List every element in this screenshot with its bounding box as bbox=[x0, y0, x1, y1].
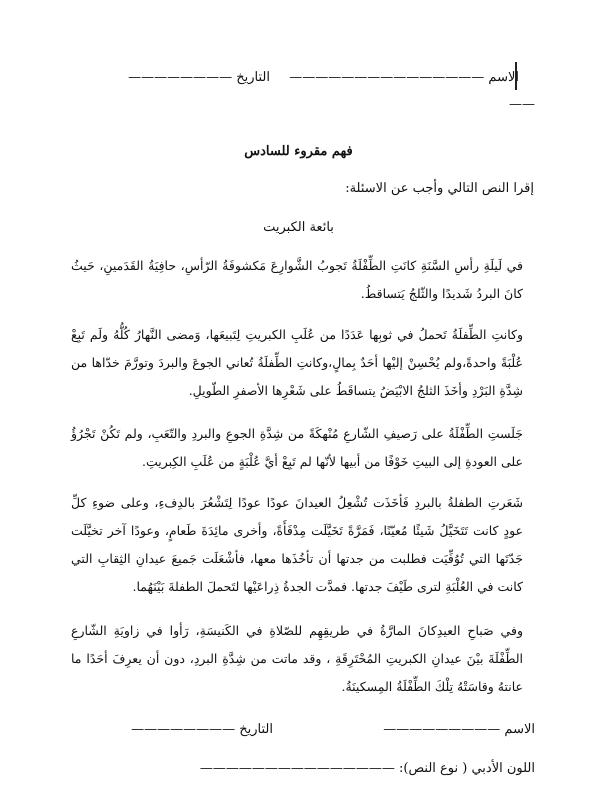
footer-name-label: الاسم bbox=[504, 722, 535, 737]
story-title: بائعة الكبريت bbox=[263, 220, 334, 235]
paragraph-4: شَعَرتِ الطفلةُ بالبردِ فَأخَذَت تُشْعِلُ العيدانَ عودًا عودًا لِتَشْعُرَ بالدِفءِ، وعلى ضوءِ كلِّ عودٍ كانت تَتَخَيَّلُ شَيئًا مُعيّنًا، فَمَرَّةً تَخَيَّلَت مِدْفَأَةً، وأخرى مائِدَةَ طَعامٍ، وعودًا آخر تخيَّلَت جَدّتَها التي تُوُفِّيَت فطلبت من جدتها أن تأخُذَها معها، فأشْعَلَت جَميعَ عيدانِ الثِقابِ التي كانت في العُلْبَةِ لترى طَيْفَ جدتها. فمدَّت الجدةُ ذِراعَيْها لتَحملَ الطفلةَ بَيْنَهُما. bbox=[71, 495, 523, 594]
footer-genre-row bbox=[200, 761, 535, 776]
genre-label: اللون الأدبي ( نوع النص): bbox=[399, 761, 535, 776]
name-field[interactable]: ——————————————— bbox=[289, 70, 485, 85]
genre-field[interactable]: ——————————————— bbox=[199, 761, 395, 776]
footer-name-field[interactable]: ————————— bbox=[383, 722, 501, 737]
footer-name-row bbox=[383, 722, 535, 737]
page-title: فهم مقروء للسادس bbox=[244, 144, 353, 159]
paragraph-3: جَلَستِ الطِّفْلَةُ على رَصيفِ الشّارعِ مُنْهكَةً من شِدَّةِ الجوعِ والبردِ والتّعَبِ، ولم تَكُنْ تَجْرُؤُ على العودةِ إلى البيتِ خَوْفًا من أبيها لأنّها لم تَبِعْ أيَّ عُلْبَةٍ من عُلَبِ الكِبريتِ. bbox=[71, 426, 523, 469]
date-field[interactable]: ———————— bbox=[128, 70, 233, 85]
paragraph-2: وكانتِ الطِّفلَةُ تَحملُ في ثوبِها عَدَدًا من عُلَبِ الكبريتِ لِتَبيعَها، وَمضى النَّهارُ كُلُّهُ ولَم تَبِعْ عُلْبَةً واحدةً،ولم يُحْسِنْ إليْها أحَدٌ بِمالٍ،وكانتِ الطِّفلَةُ تُعاني الجوعَ والبردَ وتورَّمَ خدّاها من شِدَّةِ البَرْدِ وأخَذَ الثلجُ الابْيَضُ يتساقَطُ على شَعْرِها الأصفرِ الطّويلِ. bbox=[71, 327, 523, 398]
name-label: الاسم bbox=[488, 70, 519, 85]
footer-date-row bbox=[131, 722, 273, 737]
date-label: التاريخ bbox=[236, 70, 270, 85]
header-trailing-dash: —— bbox=[509, 97, 535, 112]
footer-date-field[interactable]: ———————— bbox=[131, 722, 236, 737]
paragraph-5: وفي صَباحِ العيدِكانَ المارَّةُ في طريقِهِم للصّلاةِ في الكَنيسَةِ، رَأوا في زاويَةِ الشّارعِ الطِّفْلَةَ بيْنَ عيدانِ الكبريتِ المُحْتَرِقَةِ ، وقد ماتت من شِدَّةِ البردِ، دون أن يعرِفَ أحَدًا ما عانتهُ وقاسَتْهُ تِلْكَ الطِّفْلَةُ المِسكينَةُ. bbox=[71, 623, 523, 694]
header-date-row bbox=[128, 70, 270, 85]
footer-date-label: التاريخ bbox=[239, 722, 273, 737]
header-name-row bbox=[289, 70, 519, 85]
instruction-text: إقرا النص التالي وأجب عن الاسئلة: bbox=[345, 181, 534, 196]
paragraph-1: في لَيلَةِ رأسِ السَّنَةِ كانَتِ الطِّفْلَةُ تَجوبُ الشَّوارِعَ مَكشوفَةُ الرّأسِ، حافِيَةُ القَدَمينِ، حَيثُ كانَ البردُ شَديدًا والثّلجُ يَتساقطُ. bbox=[71, 258, 523, 301]
